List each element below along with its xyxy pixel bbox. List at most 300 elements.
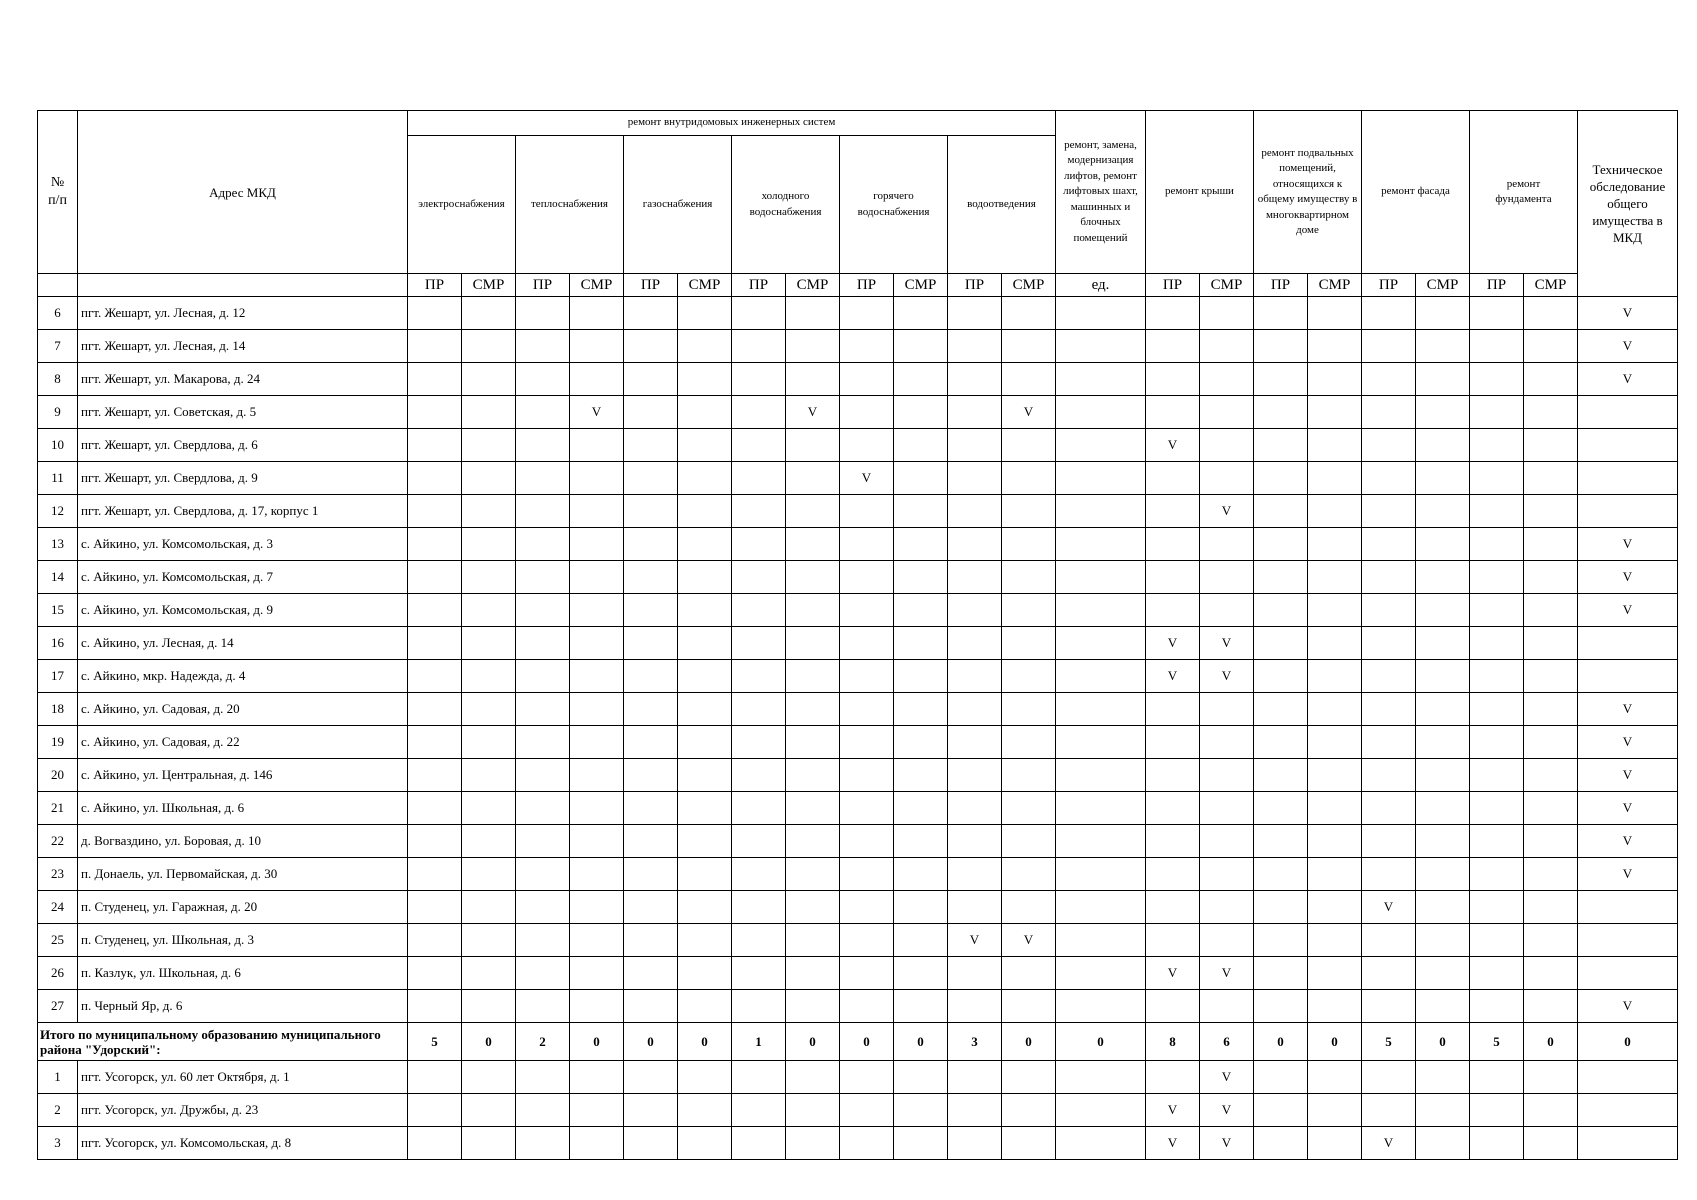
table-row	[38, 363, 1678, 396]
row-cell: V	[1578, 792, 1678, 825]
row-cell	[624, 297, 678, 330]
row-cell	[948, 1127, 1002, 1160]
row-cell: V	[1578, 330, 1678, 363]
row-cell	[948, 363, 1002, 396]
row-cell	[624, 627, 678, 660]
row-cell	[948, 1061, 1002, 1094]
row-cell	[1254, 825, 1308, 858]
row-cell	[1146, 363, 1200, 396]
row-cell	[624, 528, 678, 561]
row-cell	[1308, 825, 1362, 858]
row-cell	[1002, 363, 1056, 396]
row-number: 14	[38, 561, 78, 594]
row-address: пгт. Жешарт, ул. Свердлова, д. 17, корпус 1	[78, 495, 408, 528]
row-cell	[1146, 396, 1200, 429]
row-cell	[1146, 825, 1200, 858]
row-cell	[516, 363, 570, 396]
row-cell	[732, 561, 786, 594]
total-cell: 0	[1416, 1023, 1470, 1061]
row-cell	[1362, 990, 1416, 1023]
row-cell	[1254, 660, 1308, 693]
row-cell	[786, 297, 840, 330]
row-cell	[948, 462, 1002, 495]
sub-smr: СМР	[1200, 274, 1254, 297]
row-cell	[408, 462, 462, 495]
row-cell	[624, 957, 678, 990]
row-cell	[1056, 957, 1146, 990]
row-cell: V	[1578, 759, 1678, 792]
table-row	[38, 990, 1678, 1023]
row-number: 7	[38, 330, 78, 363]
row-cell	[1416, 396, 1470, 429]
row-cell	[516, 693, 570, 726]
row-cell	[1416, 726, 1470, 759]
row-cell	[1200, 990, 1254, 1023]
row-cell	[1416, 891, 1470, 924]
row-cell	[462, 957, 516, 990]
row-cell	[1254, 924, 1308, 957]
row-cell	[570, 297, 624, 330]
row-cell	[624, 495, 678, 528]
row-cell	[732, 297, 786, 330]
row-cell	[462, 561, 516, 594]
row-cell	[678, 825, 732, 858]
row-cell	[678, 660, 732, 693]
row-cell	[732, 396, 786, 429]
row-cell	[1524, 660, 1578, 693]
row-cell	[408, 990, 462, 1023]
row-cell	[1002, 825, 1056, 858]
row-address: д. Вогваздино, ул. Боровая, д. 10	[78, 825, 408, 858]
row-cell	[786, 1094, 840, 1127]
row-cell	[948, 297, 1002, 330]
row-cell	[786, 594, 840, 627]
row-cell	[1056, 693, 1146, 726]
sub-empty-address	[78, 274, 408, 297]
row-cell	[408, 495, 462, 528]
row-cell	[1416, 528, 1470, 561]
row-cell	[1308, 627, 1362, 660]
row-cell	[840, 825, 894, 858]
row-cell	[1002, 990, 1056, 1023]
row-cell	[732, 759, 786, 792]
row-cell	[516, 1061, 570, 1094]
row-cell	[894, 330, 948, 363]
sub-pr: ПР	[1362, 274, 1416, 297]
row-cell	[1416, 1094, 1470, 1127]
row-cell	[624, 561, 678, 594]
row-address: пгт. Жешарт, ул. Лесная, д. 14	[78, 330, 408, 363]
row-cell	[570, 495, 624, 528]
row-cell	[408, 594, 462, 627]
row-cell	[1416, 957, 1470, 990]
row-cell	[840, 528, 894, 561]
row-cell	[894, 1094, 948, 1127]
row-cell	[570, 1127, 624, 1160]
row-cell	[786, 990, 840, 1023]
row-cell	[1524, 363, 1578, 396]
row-cell: V	[786, 396, 840, 429]
row-number: 1	[38, 1061, 78, 1094]
row-cell	[1002, 660, 1056, 693]
row-cell	[786, 561, 840, 594]
row-cell	[1578, 924, 1678, 957]
row-cell	[1308, 726, 1362, 759]
row-cell	[1524, 561, 1578, 594]
row-number: 26	[38, 957, 78, 990]
row-cell	[624, 858, 678, 891]
row-cell	[624, 792, 678, 825]
row-cell	[624, 924, 678, 957]
row-cell	[948, 957, 1002, 990]
row-cell	[678, 528, 732, 561]
row-cell: V	[1578, 858, 1678, 891]
row-cell	[462, 396, 516, 429]
row-cell	[732, 363, 786, 396]
row-cell	[1146, 759, 1200, 792]
row-cell	[1416, 627, 1470, 660]
row-number: 11	[38, 462, 78, 495]
row-cell	[786, 825, 840, 858]
row-cell	[1308, 396, 1362, 429]
row-cell	[570, 528, 624, 561]
row-number: 19	[38, 726, 78, 759]
row-cell	[840, 858, 894, 891]
row-cell	[732, 330, 786, 363]
row-cell	[1524, 627, 1578, 660]
row-cell	[1362, 693, 1416, 726]
row-cell	[948, 891, 1002, 924]
row-cell	[894, 858, 948, 891]
sub-smr: СМР	[786, 274, 840, 297]
row-cell	[894, 561, 948, 594]
sub-pr: ПР	[1470, 274, 1524, 297]
row-cell: V	[948, 924, 1002, 957]
col-facade-header: ремонт фасада	[1362, 111, 1470, 274]
row-cell	[516, 330, 570, 363]
row-cell	[1056, 561, 1146, 594]
row-address: с. Айкино, ул. Школьная, д. 6	[78, 792, 408, 825]
row-cell	[840, 957, 894, 990]
row-cell	[516, 825, 570, 858]
row-cell	[1254, 1094, 1308, 1127]
row-cell: V	[1578, 594, 1678, 627]
row-cell	[1308, 363, 1362, 396]
row-cell	[1200, 528, 1254, 561]
row-cell: V	[1200, 660, 1254, 693]
row-cell	[894, 924, 948, 957]
row-cell	[1524, 693, 1578, 726]
engineering-systems-group-header: ремонт внутридомовых инженерных систем	[408, 111, 1056, 136]
row-cell	[1056, 528, 1146, 561]
table-row	[38, 330, 1678, 363]
row-cell	[894, 627, 948, 660]
row-cell	[516, 462, 570, 495]
col-heat-header: теплоснабжения	[516, 136, 624, 274]
row-cell	[462, 363, 516, 396]
sub-smr: СМР	[1416, 274, 1470, 297]
row-cell	[1056, 924, 1146, 957]
row-cell	[1578, 396, 1678, 429]
row-cell: V	[1146, 429, 1200, 462]
row-cell	[1362, 792, 1416, 825]
row-cell	[948, 396, 1002, 429]
row-cell	[1002, 495, 1056, 528]
row-cell	[1146, 1061, 1200, 1094]
row-cell	[1362, 297, 1416, 330]
row-cell	[948, 792, 1002, 825]
row-cell	[894, 1127, 948, 1160]
row-cell	[516, 792, 570, 825]
row-cell: V	[1200, 1127, 1254, 1160]
row-cell	[1524, 792, 1578, 825]
row-address: с. Айкино, ул. Комсомольская, д. 3	[78, 528, 408, 561]
row-cell	[624, 1061, 678, 1094]
row-cell	[570, 363, 624, 396]
row-cell	[1470, 957, 1524, 990]
row-cell	[948, 825, 1002, 858]
row-cell	[786, 759, 840, 792]
sub-units: ед.	[1056, 274, 1146, 297]
row-cell	[570, 759, 624, 792]
row-cell	[1146, 561, 1200, 594]
row-cell	[1362, 825, 1416, 858]
row-cell	[1254, 363, 1308, 396]
row-cell	[516, 528, 570, 561]
row-cell	[678, 726, 732, 759]
row-cell	[786, 429, 840, 462]
row-cell: V	[1578, 528, 1678, 561]
row-cell	[462, 495, 516, 528]
row-cell	[1416, 1127, 1470, 1160]
row-cell	[1470, 990, 1524, 1023]
col-basement-header: ремонт подвальных помещений, относящихся к общему имуществу в многоквартирном доме	[1254, 111, 1362, 274]
row-cell	[408, 957, 462, 990]
row-cell	[1578, 660, 1678, 693]
row-cell	[1254, 1127, 1308, 1160]
table-row	[38, 891, 1678, 924]
row-cell	[570, 990, 624, 1023]
row-cell	[1470, 297, 1524, 330]
row-cell	[462, 462, 516, 495]
total-cell: 0	[1578, 1023, 1678, 1061]
row-cell	[732, 792, 786, 825]
row-cell	[1002, 594, 1056, 627]
row-cell	[1308, 759, 1362, 792]
row-cell	[1524, 1127, 1578, 1160]
col-foundation-header: ремонт фундамента	[1470, 111, 1578, 274]
row-cell: V	[1146, 627, 1200, 660]
sub-empty-num	[38, 274, 78, 297]
row-cell	[1416, 693, 1470, 726]
row-cell	[1524, 429, 1578, 462]
row-cell	[1470, 693, 1524, 726]
row-cell	[1254, 330, 1308, 363]
total-cell: 5	[1362, 1023, 1416, 1061]
row-address: п. Казлук, ул. Школьная, д. 6	[78, 957, 408, 990]
row-cell	[408, 792, 462, 825]
row-cell	[1470, 495, 1524, 528]
row-cell	[1524, 825, 1578, 858]
row-cell	[948, 330, 1002, 363]
row-cell	[516, 891, 570, 924]
row-address: пгт. Усогорск, ул. Комсомольская, д. 8	[78, 1127, 408, 1160]
sub-smr: СМР	[1308, 274, 1362, 297]
row-cell	[624, 759, 678, 792]
row-cell	[462, 858, 516, 891]
row-cell	[1362, 726, 1416, 759]
row-cell	[1056, 495, 1146, 528]
row-cell	[1056, 429, 1146, 462]
row-cell	[1416, 825, 1470, 858]
row-cell	[786, 693, 840, 726]
row-cell	[1002, 528, 1056, 561]
row-cell	[732, 957, 786, 990]
sub-pr: ПР	[948, 274, 1002, 297]
row-cell	[732, 1061, 786, 1094]
row-cell	[948, 528, 1002, 561]
row-cell	[786, 924, 840, 957]
row-cell	[1002, 330, 1056, 363]
row-cell	[732, 627, 786, 660]
row-cell	[462, 297, 516, 330]
sub-pr: ПР	[516, 274, 570, 297]
row-cell	[894, 759, 948, 792]
row-cell	[1002, 726, 1056, 759]
sub-pr: ПР	[1254, 274, 1308, 297]
row-cell	[1146, 594, 1200, 627]
row-address: п. Донаель, ул. Первомайская, д. 30	[78, 858, 408, 891]
table-row	[38, 858, 1678, 891]
row-cell	[1416, 858, 1470, 891]
row-cell	[1470, 561, 1524, 594]
col-number-header: № п/п	[38, 111, 78, 274]
row-cell	[1200, 792, 1254, 825]
total-cell: 0	[1308, 1023, 1362, 1061]
row-cell	[1056, 1127, 1146, 1160]
table-row	[38, 792, 1678, 825]
row-cell	[678, 957, 732, 990]
row-cell	[1308, 990, 1362, 1023]
row-cell	[408, 726, 462, 759]
row-cell	[678, 561, 732, 594]
row-cell	[570, 1061, 624, 1094]
row-cell	[1470, 759, 1524, 792]
row-cell	[1362, 363, 1416, 396]
row-cell	[408, 924, 462, 957]
row-address: п. Студенец, ул. Гаражная, д. 20	[78, 891, 408, 924]
row-cell	[1002, 561, 1056, 594]
row-cell	[840, 495, 894, 528]
row-cell	[462, 429, 516, 462]
row-address: с. Айкино, ул. Садовая, д. 20	[78, 693, 408, 726]
row-cell	[786, 1061, 840, 1094]
row-cell	[1254, 495, 1308, 528]
row-cell	[1416, 1061, 1470, 1094]
row-cell	[786, 495, 840, 528]
row-cell	[570, 561, 624, 594]
row-cell	[1416, 297, 1470, 330]
row-cell	[1056, 462, 1146, 495]
row-cell: V	[1578, 561, 1678, 594]
row-cell	[678, 462, 732, 495]
col-lifts-header: ремонт, замена, модернизация лифтов, ремонт лифтовых шахт, машинных и блочных помещений	[1056, 111, 1146, 274]
row-cell	[1416, 462, 1470, 495]
table-row	[38, 429, 1678, 462]
row-cell	[1470, 330, 1524, 363]
row-cell	[1200, 561, 1254, 594]
row-cell	[408, 528, 462, 561]
row-cell	[786, 627, 840, 660]
row-cell	[1416, 924, 1470, 957]
row-cell	[570, 924, 624, 957]
repair-plan-table	[37, 110, 1678, 1160]
row-cell	[570, 693, 624, 726]
row-cell	[624, 660, 678, 693]
row-cell	[1200, 759, 1254, 792]
row-cell	[1308, 792, 1362, 825]
row-cell	[624, 330, 678, 363]
row-cell	[516, 660, 570, 693]
row-cell	[1200, 693, 1254, 726]
row-cell	[1002, 297, 1056, 330]
sub-pr: ПР	[732, 274, 786, 297]
row-cell	[1146, 990, 1200, 1023]
row-cell	[1200, 462, 1254, 495]
row-cell	[624, 594, 678, 627]
row-address: пгт. Усогорск, ул. Дружбы, д. 23	[78, 1094, 408, 1127]
row-cell	[1254, 990, 1308, 1023]
total-cell: 0	[570, 1023, 624, 1061]
row-cell	[678, 792, 732, 825]
row-cell	[1200, 891, 1254, 924]
row-cell	[1200, 858, 1254, 891]
row-cell	[732, 1127, 786, 1160]
row-cell	[1254, 792, 1308, 825]
row-cell	[516, 924, 570, 957]
col-drainage-header: водоотведения	[948, 136, 1056, 274]
row-cell	[732, 462, 786, 495]
row-cell	[840, 693, 894, 726]
row-cell	[840, 990, 894, 1023]
row-cell	[462, 1061, 516, 1094]
row-cell	[840, 396, 894, 429]
row-cell	[570, 1094, 624, 1127]
table-row	[38, 957, 1678, 990]
row-cell	[894, 957, 948, 990]
row-cell	[732, 429, 786, 462]
row-cell	[786, 462, 840, 495]
total-label: Итого по муниципальному образованию муниципального района "Удорский":	[38, 1023, 408, 1061]
row-cell	[1578, 891, 1678, 924]
row-address: с. Айкино, ул. Центральная, д. 146	[78, 759, 408, 792]
row-cell	[462, 891, 516, 924]
row-cell	[786, 726, 840, 759]
row-cell	[624, 363, 678, 396]
row-cell	[624, 990, 678, 1023]
row-cell	[1362, 561, 1416, 594]
row-cell	[1362, 858, 1416, 891]
row-cell	[1470, 429, 1524, 462]
row-cell	[1362, 924, 1416, 957]
row-cell	[462, 330, 516, 363]
sub-smr: СМР	[462, 274, 516, 297]
row-cell	[408, 429, 462, 462]
row-cell	[624, 693, 678, 726]
col-address-header: Адрес МКД	[78, 111, 408, 274]
row-cell: V	[1578, 990, 1678, 1023]
sub-smr: СМР	[894, 274, 948, 297]
